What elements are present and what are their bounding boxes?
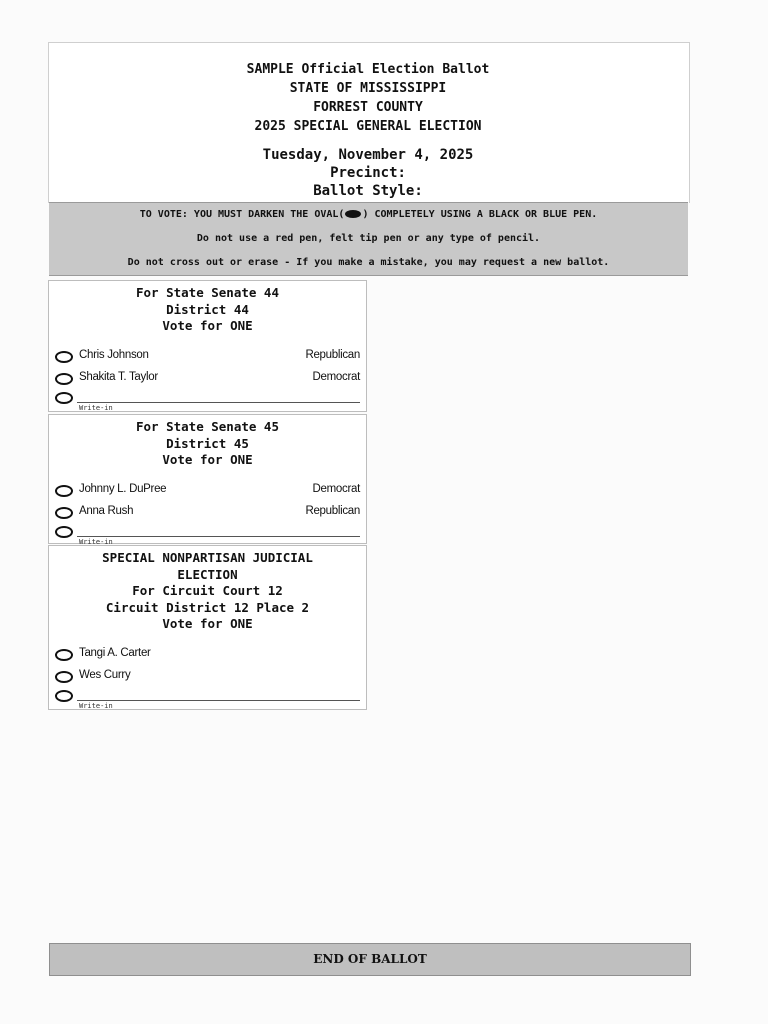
vote-oval[interactable] (55, 351, 73, 363)
candidate-name: Chris Johnson (79, 348, 149, 361)
candidate-party: Democrat (312, 370, 360, 383)
candidate-party: Democrat (312, 482, 360, 495)
write-in-label: Write-in (79, 537, 113, 546)
instruction-line-3: Do not cross out or erase - If you make a mistake, you may request a new ballot. (127, 257, 610, 268)
write-in-label: Write-in (79, 403, 113, 412)
candidate-row[interactable] (49, 368, 366, 390)
candidate-name: Shakita T. Taylor (79, 370, 158, 383)
vote-oval[interactable] (55, 671, 73, 683)
candidate-name: Johnny L. DuPree (79, 482, 167, 495)
vote-oval[interactable] (55, 373, 73, 385)
write-in-label: Write-in (79, 701, 113, 710)
candidate-name: Wes Curry (79, 668, 131, 681)
contest-title: For State Senate 44 District 44 Vote for ONE (136, 285, 279, 333)
state-name: STATE OF MISSISSIPPI (289, 81, 447, 96)
write-in-line[interactable] (77, 402, 360, 403)
precinct-label: Precinct: (330, 165, 406, 181)
end-of-ballot-banner: END OF BALLOT (49, 943, 691, 976)
vote-oval[interactable] (55, 392, 73, 404)
ballot-header (48, 60, 688, 200)
filled-oval-icon (345, 210, 361, 218)
candidate-name: Anna Rush (79, 504, 134, 517)
ballot-title: SAMPLE Official Election Ballot (246, 62, 490, 77)
contest-title: For State Senate 45 District 45 Vote for ONE (136, 419, 279, 467)
vote-oval[interactable] (55, 690, 73, 702)
candidate-row[interactable] (49, 666, 366, 688)
write-in-line[interactable] (77, 536, 360, 537)
instruction-line-1: TO VOTE: YOU MUST DARKEN THE OVAL( ) COMPLETELY USING A BLACK OR BLUE PEN. (139, 209, 598, 220)
candidate-party: Republican (305, 504, 360, 517)
write-in-row[interactable] (49, 688, 366, 710)
contest-circuit-court-12 (48, 545, 367, 710)
candidate-name: Tangi A. Carter (79, 646, 151, 659)
vote-oval[interactable] (55, 507, 73, 519)
candidate-row[interactable] (49, 644, 366, 666)
county-name: FORREST COUNTY (313, 100, 423, 115)
contest-state-senate-44 (48, 280, 367, 412)
ballot-style-label: Ballot Style: (313, 183, 423, 199)
vote-oval[interactable] (55, 649, 73, 661)
contest-title: SPECIAL NONPARTISAN JUDICIAL ELECTION For Circuit Court 12 Circuit District 12 Place 2 Vote for ONE (102, 550, 313, 631)
candidate-row[interactable] (49, 346, 366, 368)
vote-oval[interactable] (55, 526, 73, 538)
vote-oval[interactable] (55, 485, 73, 497)
candidate-row[interactable] (49, 502, 366, 524)
write-in-row[interactable] (49, 390, 366, 412)
election-date: Tuesday, November 4, 2025 (262, 147, 474, 163)
voting-instructions (49, 202, 688, 276)
candidate-row[interactable] (49, 480, 366, 502)
candidate-party: Republican (305, 348, 360, 361)
election-name: 2025 SPECIAL GENERAL ELECTION (254, 119, 482, 134)
write-in-line[interactable] (77, 700, 360, 701)
contest-state-senate-45 (48, 414, 367, 544)
write-in-row[interactable] (49, 524, 366, 546)
instruction-line-2: Do not use a red pen, felt tip pen or any type of pencil. (196, 233, 541, 244)
